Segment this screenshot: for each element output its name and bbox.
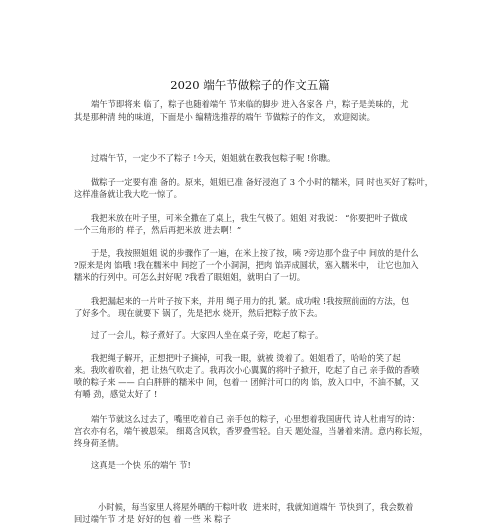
paragraph-line: 过了一会儿，粽子煮好了。大家四人坐在桌子旁，吃起了粽子。 [91,330,324,340]
paragraph-line: 我把绳子解开，正想把叶子摘掉，可我一眼，就被 烫着了。姐姐看了，哈哈的笑了起 [91,353,401,363]
paragraph-line: 这真是一个快 乐的端午 节! [91,460,191,470]
paragraph-line: 糯米的行列中。可怎么封好呢 ?我看了眼姐姐，就明白了一切。 [74,272,306,282]
column-right-line: 进来时，我就知道端午 节快到了，我会数着 [253,502,414,512]
paragraph-line: 我把米放在叶子里，可米全撒在了桌上，我生气极了。姐姐 对我说： “你要把叶子做成 [91,213,408,223]
paragraph-line: 终身荷圣情。 [74,438,124,448]
paragraph-line: ?原来是肉 馅哦 !我在糯米中 间挖了一个小洞洞，把肉 馅弄成圆状，塞入糯米中， 让它也加入 [74,260,419,270]
paragraph-line: 端午节就这么过去了，嘴里吃着自己 亲手包的粽子，心里想着我国唐代 诗人杜甫写的诗： [91,414,420,424]
column-left-line: 回过端午节 才是 好好的包 着 一些 米 粽子 [74,514,231,524]
paragraph-line: 一个三角形的 样子，然后再把米放 进去啊！” [74,225,242,235]
paragraph-line: 这样准备就让我大吃一惊了。 [74,189,182,199]
paragraph-line: 我把漏起来的一片叶子按下来，并用 绳子用力的扎 紧。成功啦 !我按照前面的方法，包 [91,296,410,306]
document-title: 2020 端午节做粽子的作文五篇 [170,78,330,92]
paragraph-line: 来。我吹着吹着，把 让热气吹走了。我再次小心翼翼的将叶子掀开，吃起了自己 亲手做的香喷 [74,365,420,375]
paragraph-line: 于是，我按照姐姐 说的步骤作了一遍，在米上按了按，咦 ?旁边那个盘子中 间放的是什么 [91,248,419,258]
paragraph-line: 宫衣亦有名，端午被恩荣。 细葛含风软，香罗叠雪轻。自天 题处湿，当暑着来清。意内称长短， [74,426,428,436]
paragraph-line: 有嚼 劲，感觉太好了 ! [74,389,158,399]
paragraph-line: 端午节即将来 临了，粽子也随着端午 节来临的脚步 进入各家各 户，粽子是美味的，尤 [91,99,409,109]
paragraph-line: 了好多个。 现在就要下 锅了，先是把水 烧开，然后把粽子放下去。 [74,308,323,318]
paragraph-line: 喷的粽子来 —— 白白胖胖的糯米中 间，包着一 团鲜汁可口的肉 馅，放入口中，不油不腻，又 [74,377,420,387]
paragraph-line: 过端午节，一定少不了粽子 !今天，姐姐就在教我包粽子呢 !你瞧。 [91,153,336,163]
paragraph-line: 其是那种清 纯的味道，下面是小 编精选推荐的端午 节做粽子的作文， 欢迎阅读。 [74,112,375,122]
paragraph-line: 做粽子一定要有准 备的。原来，姐姐已准 备好浸泡了 3 个小时的糯米，同 时也买好了粽叶， [91,177,434,187]
column-left-line: 小时候，每当家里人将屋外晒的干粽叶收 [98,502,248,512]
